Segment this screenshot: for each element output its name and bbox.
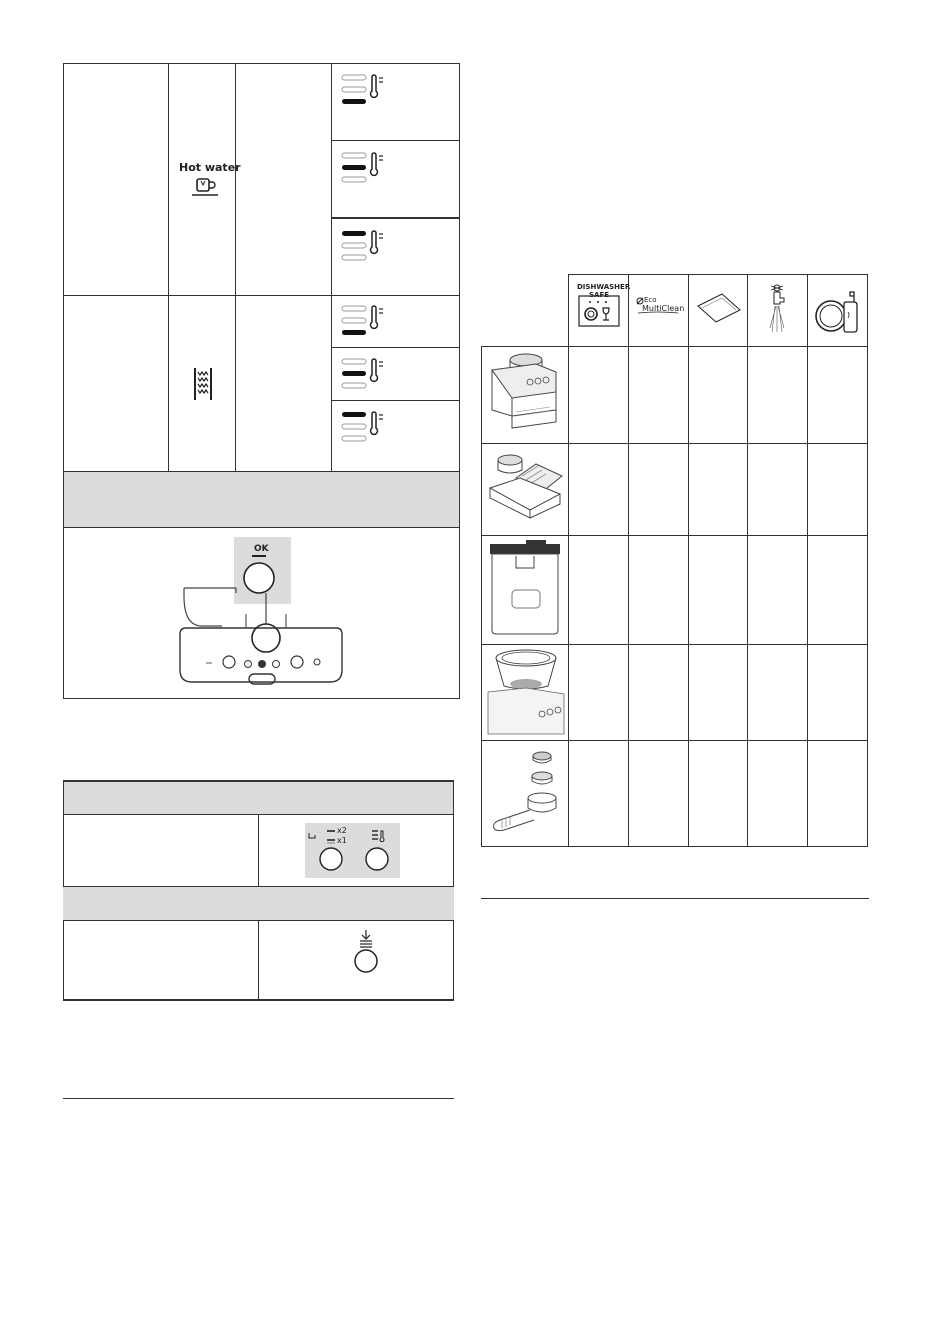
cup-single-label: x1 — [337, 836, 347, 845]
gray-band — [64, 472, 459, 527]
temperature-icon — [342, 153, 386, 185]
machine-illustration — [176, 538, 348, 690]
hot-water-label: Hot water — [179, 161, 241, 174]
temperature-icon — [342, 412, 386, 444]
dishwasher-label-1: DISHWASHER — [577, 283, 631, 291]
coffee-machine-illustration — [486, 350, 564, 438]
temperature-icon — [342, 306, 386, 338]
dish-soap-icon — [814, 284, 862, 334]
tap-water-icon — [760, 282, 794, 336]
cup-double-label: x2 — [337, 826, 347, 835]
temperature-icon — [342, 231, 386, 263]
hot-water-cup-icon — [188, 176, 222, 200]
cup-buttons-icon — [305, 823, 400, 878]
temperature-icon — [342, 75, 386, 107]
eco-label-2: MultiClean — [642, 304, 685, 313]
eco-label-1: Eco — [644, 296, 657, 304]
water-tank-illustration — [486, 538, 564, 638]
temperature-icon — [342, 359, 386, 391]
steam-icon — [193, 366, 213, 402]
portafilter-illustration — [486, 746, 566, 840]
descale-button-icon — [350, 928, 382, 974]
bean-hopper-illustration — [484, 648, 566, 736]
cloth-icon — [694, 290, 742, 326]
ok-label: OK — [254, 544, 269, 554]
dishwasher-label-2: SAFE — [589, 291, 610, 299]
drip-tray-illustration — [486, 448, 564, 532]
